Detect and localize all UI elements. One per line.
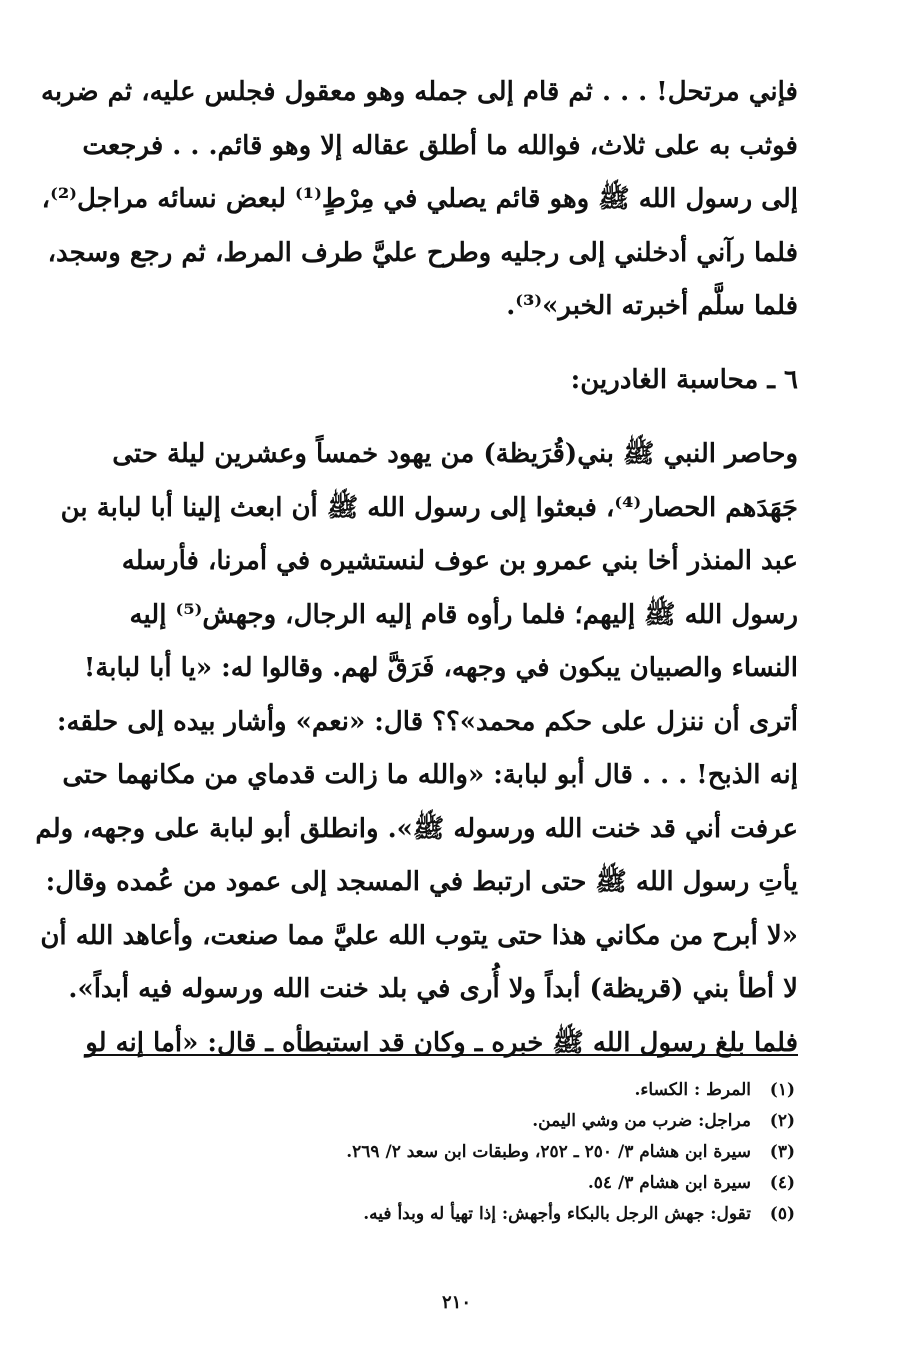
text-line: رسول الله ﷺ إليهم؛ فلما رأوه قام إليه الرجال، وجهش⁽⁵⁾ إليه (129, 599, 798, 630)
text-line: وحاصر النبي ﷺ بني(قُرَيظة) من يهود خمساً وعشرين ليلة حتى (112, 439, 798, 469)
footnote (175, 1137, 795, 1168)
footnote-separator (84, 1054, 798, 1056)
footnote-number: (٥) (769, 1204, 795, 1224)
footnote-number: (٣) (769, 1142, 795, 1162)
footnote-text: المرط : الكساء. (634, 1080, 751, 1100)
footnote-text: سيرة ابن هشام ٣/ ٥٤. (587, 1173, 751, 1193)
footnote-number: (٤) (769, 1173, 795, 1193)
footnote (175, 1075, 795, 1106)
footnote (175, 1199, 795, 1230)
text-line: فلما سلَّم أخبرته الخبر»⁽³⁾. (506, 291, 798, 321)
text-line: إنه الذبح! . . . قال أبو لبابة: «والله ما زالت قدماي من مكانهما حتى (62, 760, 798, 790)
section-heading: ٦ ـ محاسبة الغادرين: (570, 365, 798, 395)
text-line: جَهَدَهم الحصار⁽⁴⁾، فبعثوا إلى رسول الله ﷺ أن ابعث إلينا أبا لبابة بن (60, 492, 798, 523)
text-line: إلى رسول الله ﷺ وهو قائم يصلي في مِرْطٍ⁽¹⁾ لبعض نسائه مراجل⁽²⁾، (41, 184, 798, 214)
text-line: فلما رآني أدخلني إلى رجليه وطرح عليَّ طرف المرط، ثم رجع وسجد، (47, 237, 798, 268)
text-line: أترى أن ننزل على حكم محمد»؟؟ قال: «نعم» وأشار بيده إلى حلقه: (56, 706, 798, 737)
text-line: «لا أبرح من مكاني هذا حتى يتوب الله عليَّ مما صنعت، وأعاهد الله أن (40, 920, 798, 951)
text-line: فوثب به على ثلاث، فوالله ما أطلق عقاله إلا وهو قائم. . . فرجعت (82, 130, 798, 161)
text-line: عرفت أني قد خنت الله ورسوله ﷺ». وانطلق أبو لبابة على وجهه، ولم (35, 813, 798, 844)
footnotes (175, 1075, 795, 1230)
footnote-number: (٢) (769, 1111, 795, 1131)
footnote-text: سيرة ابن هشام ٣/ ٢٥٠ ـ ٢٥٢، وطبقات ابن سعد ٢/ ٢٦٩. (346, 1142, 751, 1162)
footnote (175, 1168, 795, 1199)
footnote-text: تقول: جهش الرجل بالبكاء وأجهش: إذا تهيأ له وبدأ فيه. (363, 1204, 751, 1224)
text-line: لا أطأ بني (قريظة) أبداً ولا أُرى في بلد خنت الله ورسوله فيه أبداً». (68, 974, 798, 1004)
text-line: فإني مرتحل! . . . ثم قام إلى جمله وهو معقول فجلس عليه، ثم ضربه (40, 77, 798, 107)
footnote (175, 1106, 795, 1137)
footnote-number: (١) (769, 1080, 795, 1100)
paragraph-2 (35, 428, 798, 1070)
footnote-text: مراجل: ضرب من وشي اليمن. (532, 1111, 751, 1131)
text-line: يأتِ رسول الله ﷺ حتى ارتبط في المسجد إلى عمود من عُمده وقال: (45, 867, 798, 897)
page-number: ٢١٠ (441, 1292, 471, 1313)
paragraph-1 (40, 66, 798, 334)
text-line: فلما بلغ رسول الله ﷺ خبره ـ وكان قد استبطأه ـ قال: «أما إنه لو (85, 1027, 798, 1058)
text-line: النساء والصبيان يبكون في وجهه، فَرَقَّ لهم. وقالوا له: «يا أبا لبابة! (83, 653, 798, 683)
text-line: عبد المنذر أخا بني عمرو بن عوف لنستشيره في أمرنا، فأرسله (121, 546, 798, 576)
